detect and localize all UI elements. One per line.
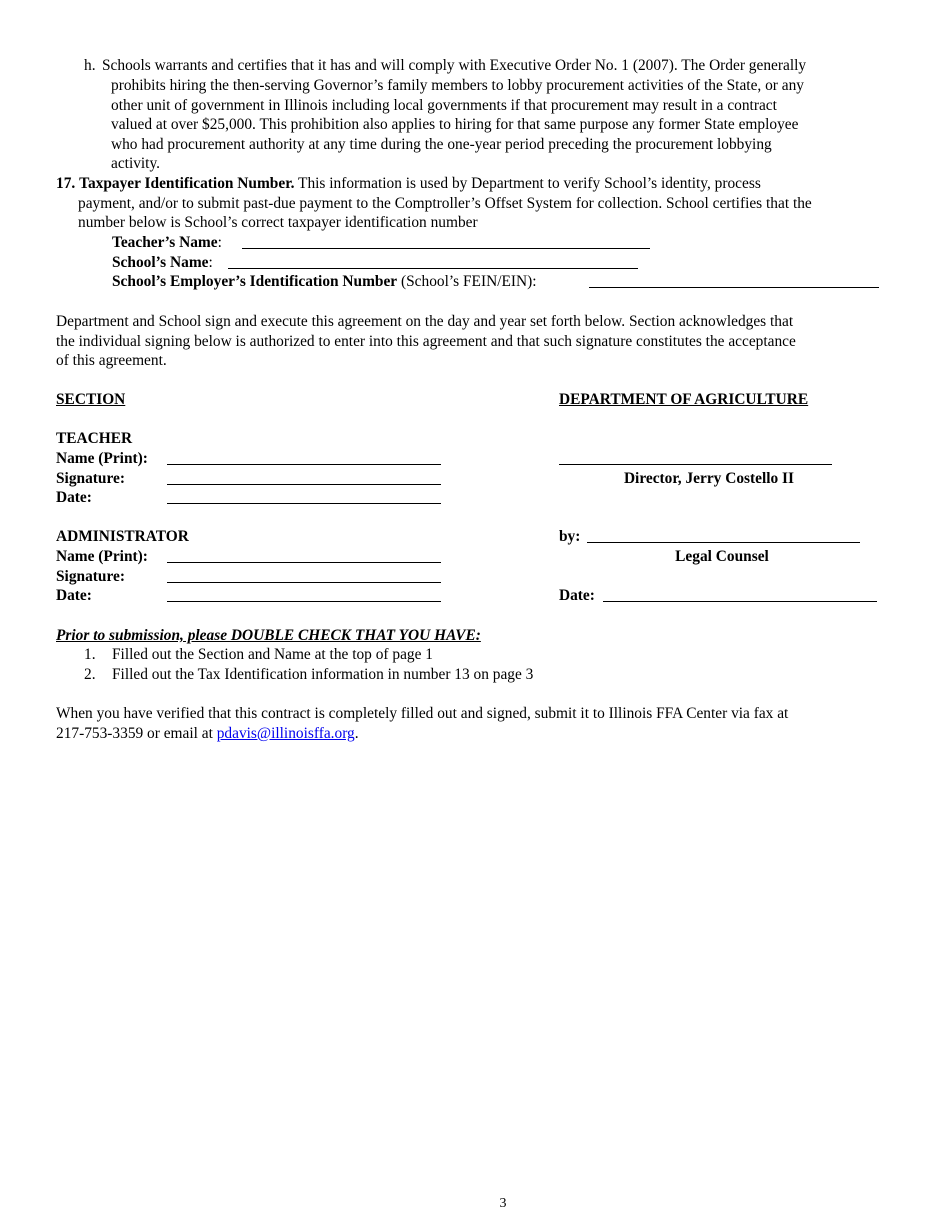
submission-line-1: When you have verified that this contract is completely filled out and signed, submit it to Illinois FFA Center via fax at [56, 705, 789, 722]
item-h-line-6: activity. [111, 155, 161, 172]
teacher-name-print-label: Name (Print): [56, 450, 148, 467]
school-name-row: School’s Name: [112, 254, 213, 271]
admin-signature-label: Signature: [56, 568, 125, 585]
execution-line-3: of this agreement. [56, 352, 167, 369]
page-number: 3 [499, 1196, 507, 1211]
teacher-signature-field[interactable] [167, 484, 441, 485]
execution-line-1: Department and School sign and execute this agreement on the day and year set forth below. Section acknowledges that [56, 313, 794, 330]
ein-label: School’s Employer’s Identification Number [112, 273, 398, 290]
admin-name-print-label: Name (Print): [56, 548, 148, 565]
item-h-label: h. [84, 57, 96, 74]
item-h-line-3: other unit of government in Illinois including local governments if that procurement may result in a contract [111, 97, 777, 114]
teacher-date-label: Date: [56, 489, 92, 506]
admin-signature-field[interactable] [167, 582, 441, 583]
director-signature-field[interactable] [559, 464, 832, 465]
legal-counsel-signature-field[interactable] [587, 542, 860, 543]
admin-name-print-field[interactable] [167, 562, 441, 563]
admin-date-field[interactable] [167, 601, 441, 602]
item-h-line-2: prohibits hiring the then-serving Governor’s family members to lobby procurement activities of the State, or any [111, 77, 804, 94]
teacher-name-print-field[interactable] [167, 464, 441, 465]
ein-row [112, 272, 537, 292]
email-link[interactable]: pdavis@illinoisffa.org [216, 725, 355, 742]
section-header: SECTION [56, 391, 126, 408]
item-h-line-1: Schools warrants and certifies that it has and will comply with Executive Order No. 1 (2007). The Order generally [102, 57, 807, 74]
checklist-item-2-number: 2. [84, 666, 96, 683]
execution-line-2: the individual signing below is authorized to enter into this agreement and that such signature constitutes the acceptance [56, 333, 796, 350]
checklist-item-1-number: 1. [84, 646, 96, 663]
teacher-date-field[interactable] [167, 503, 441, 504]
section-17-line-3: number below is School’s correct taxpayer identification number [78, 214, 478, 231]
checklist-item-2-text: Filled out the Tax Identification information in number 13 on page 3 [112, 666, 534, 683]
teacher-name-row: Teacher’s Name: [112, 234, 222, 251]
director-caption: Director, Jerry Costello II [623, 470, 795, 487]
item-h-line-5: who had procurement authority at any time during the one-year period preceding the procurement lobbying [111, 136, 772, 153]
school-name-field[interactable] [228, 268, 638, 269]
teacher-heading: TEACHER [56, 430, 133, 447]
section-17-number: 17. [56, 175, 76, 192]
administrator-heading: ADMINISTRATOR [56, 528, 189, 545]
legal-counsel-caption: Legal Counsel [675, 548, 769, 565]
school-name-label: School’s Name [112, 254, 209, 271]
section-17-heading: Taxpayer Identification Number. [79, 175, 295, 192]
teacher-name-field[interactable] [242, 248, 650, 249]
admin-date-label: Date: [56, 587, 92, 604]
checklist-heading: Prior to submission, please DOUBLE CHECK THAT YOU HAVE: [56, 627, 481, 644]
teacher-name-label: Teacher’s Name [112, 234, 218, 251]
by-label: by: [559, 528, 581, 545]
ein-sub-label: (School’s FEIN/EIN): [401, 273, 537, 290]
department-header: DEPARTMENT OF AGRICULTURE [559, 391, 809, 408]
section-17-line-2: payment, and/or to submit past-due payment to the Comptroller’s Offset System for collection. School certifies that the [78, 195, 812, 212]
teacher-signature-label: Signature: [56, 470, 125, 487]
item-h-line-4: valued at over $25,000. This prohibition also applies to hiring for that same purpose any former State employee [111, 116, 799, 133]
checklist-item-1-text: Filled out the Section and Name at the top of page 1 [112, 646, 433, 663]
section-17-line-1-rest: This information is used by Department to verify School’s identity, process [298, 175, 761, 192]
submission-line-2: 217-753-3359 or email at pdavis@illinoisffa.org. [56, 725, 359, 742]
ein-field[interactable] [589, 287, 879, 288]
dept-date-label: Date: [559, 587, 595, 604]
submission-line-2-prefix: 217-753-3359 or email at [56, 725, 213, 742]
section-17-line-1 [56, 174, 761, 194]
dept-date-field[interactable] [603, 601, 877, 602]
